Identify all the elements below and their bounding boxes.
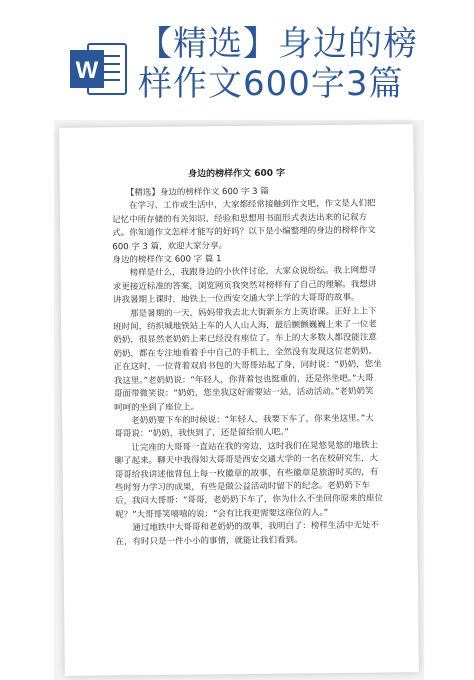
paragraph: 在学习、工作或生活中，大家都经常接触到作文吧，作文是人们把记忆中所存储的有关知识、经验和思想用书面形式表达出来的记叙方式。你知道作文怎样才能写的好吗？以下是小编整理的身边的榜样作文 600 字 3 篇，欢迎大家分享。	[112, 198, 376, 252]
paragraph: 通过地铁中大哥哥和老奶奶的故事，我明白了：榜样生活中无处不在，有时只是一件小小的事情，就能让我们看到。	[115, 520, 379, 547]
document-page	[59, 124, 419, 676]
paragraph: 老奶奶要下车的时候说：“年轻人，我要下车了，你来坐这里。”大哥哥说：“奶奶，我快到了，还是留给别人吧。”	[114, 413, 374, 440]
document-title: 身边的榜样作文 600 字	[188, 168, 286, 180]
paragraph: 那是暑期的一天，妈妈带我去北大街新东方上英语课。正好上上下班时间，纺织城地铁站上车的人人山人海，最后颤颤巍巍上来了一位老奶奶，很显然老奶奶上来已经没有座位了。车上的大多数人都没能注意奶奶，都在专注地看着手中自己的手机上，全然没有发现这位老奶奶。正在这时，一位背着双肩书包的大哥哥站起了身，同时说：“奶奶，您坐我这里。”老奶奶说：“年轻人，你背着包也挺重的，还是你坐吧。”大哥哥面带微笑说：“奶奶，您坐我这好需要站一站，活动活动。”老奶奶笑呵呵的坐到了座位上。	[113, 306, 382, 413]
document-subtitle: 【精选】身边的榜样作文 600 字 3 篇	[125, 186, 269, 199]
paragraph: 让完座的大哥哥一直站在我的旁边，这时我们在晃悠晃悠的地铁上聊了起来。聊天中我得知大哥哥是西安交通大学的一名在校研究生，大哥哥给我讲述他背包上每一枚徽章的故事，有些徽章是旅游时买的，有些时努力学习的成果，有些是做公益活动时留下的纪念。老奶奶下车后，我问大哥哥：“哥哥，老奶奶下车了，你为什么不坐回你原来的座位呢？”大哥哥笑嘻嘻的说：“会有比我更需要这座位的人。”	[114, 440, 384, 521]
word-document-icon	[68, 40, 128, 98]
banner-title	[138, 24, 468, 104]
banner-title-line2: 样作文600字3篇	[138, 64, 404, 104]
paragraph: 榜样是什么，我跟身边的小伙伴讨论，大家众说纷纭。我上网想寻求更接近标准的答案，浏览网页我突然对榜样有了自己的理解。我想讲讲我暑期上课时，地铁上一位西安交通大学上学的大哥哥的故事。	[112, 265, 377, 306]
banner-header	[0, 0, 474, 130]
svg-text:W: W	[75, 57, 99, 84]
banner-title-line1: 【精选】身边的榜	[138, 24, 418, 64]
section-heading: 身边的榜样作文 600 字 篇 1	[112, 254, 222, 266]
document-body	[112, 185, 384, 550]
